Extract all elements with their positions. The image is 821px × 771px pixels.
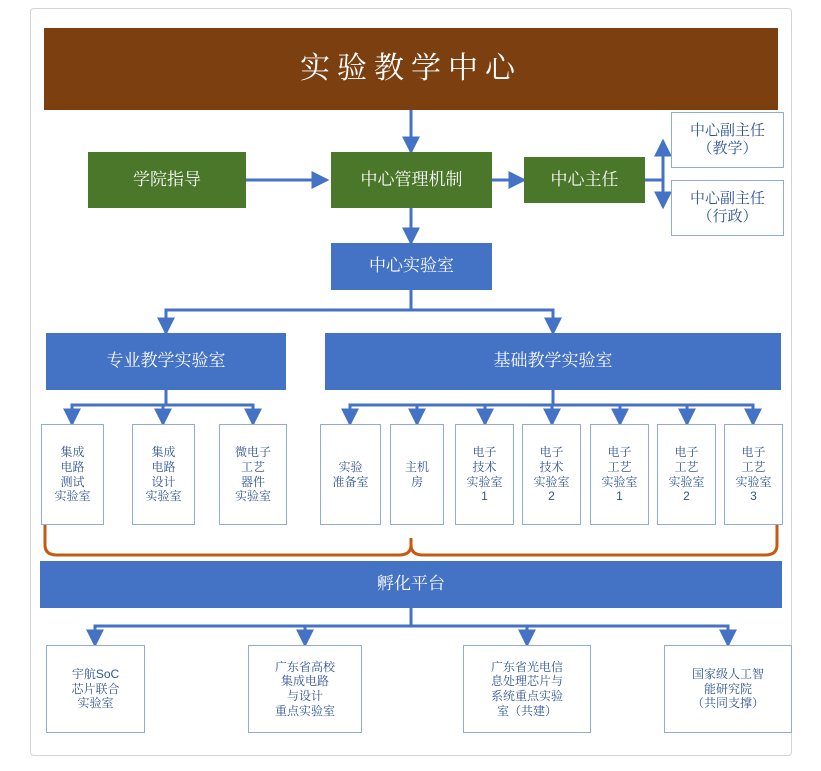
platform-item-line: 能研究院 [703,681,752,696]
lab-line: 电子 [607,445,632,460]
deputy-admin-line2: （行政） [697,208,758,225]
lab-line: 实验室 [145,489,182,504]
lab-line: 电子 [539,445,564,460]
lab-line: 实验室 [668,474,705,489]
college-guidance-box: 学院指导 [88,152,246,208]
lab-line: 实验室 [533,474,570,489]
platform-item-line: 系统重点实验 [490,689,563,703]
lab-line: 3 [750,489,757,504]
lab-line: 电路 [151,459,176,474]
lab-box [522,424,581,525]
lab-line: 工艺 [674,459,699,474]
center-lab-box: 中心实验室 [331,243,492,290]
lab-line: 技术 [472,459,497,474]
platform-item-line: 与设计 [286,689,323,703]
lab-line: 1 [616,489,623,504]
lab-line: 准备室 [332,474,369,489]
lab-line: 实验室 [601,474,638,489]
platform-item-line: 室（共建） [496,703,557,718]
platform-item-line: 息处理芯片与 [490,674,563,689]
lab-box [657,424,716,525]
lab-line: 房 [410,474,423,489]
deputy-director-teaching-box [671,112,784,168]
lab-line: 实验室 [466,474,503,489]
group-professional-box: 专业教学实验室 [46,333,286,390]
lab-line: 电路 [60,459,85,474]
lab-box [724,424,783,525]
lab-box [390,424,444,525]
platform-item-box [248,645,362,733]
platform-item-box [46,645,145,733]
lab-line: 集成 [60,445,85,460]
deputy-director-admin-box [671,180,784,236]
platform-item-line: 实验室 [77,696,114,711]
lab-line: 工艺 [240,459,265,474]
platform-item-line: 广东省光电信 [490,659,563,674]
lab-box [132,424,195,525]
lab-line: 集成 [151,445,176,460]
lab-line: 实验 [338,459,363,474]
platform-item-line: 重点实验室 [274,703,335,718]
diagram-title: 实验教学中心 [44,28,778,110]
platform-item-box [664,645,792,733]
lab-line: 实验室 [234,489,271,504]
lab-line: 1 [481,489,488,504]
lab-box [320,424,381,525]
platform-item-line: 广东省高校 [274,659,335,674]
lab-line: 设计 [151,474,176,489]
lab-line: 实验室 [735,474,772,489]
lab-line: 电子 [674,445,699,460]
lab-line: 主机 [404,459,429,474]
platform-item-line: 宇航SoC [71,667,120,682]
lab-line: 2 [683,489,690,504]
lab-line: 电子 [472,445,497,460]
platform-item-line: （共同支撑） [691,696,764,711]
lab-line: 2 [548,489,555,504]
lab-line: 电子 [741,445,766,460]
lab-line: 实验室 [54,489,91,504]
lab-line: 工艺 [741,459,766,474]
lab-line: 技术 [539,459,564,474]
platform-item-line: 集成电路 [280,674,329,689]
lab-line: 微电子 [234,445,271,460]
platform-box: 孵化平台 [40,561,782,608]
deputy-teaching-line1: 中心副主任 [689,121,765,139]
lab-line: 器件 [240,474,265,489]
platform-item-box [463,645,591,733]
center-director-box: 中心主任 [524,157,645,203]
lab-box [590,424,649,525]
lab-line: 测试 [60,474,85,489]
lab-line: 工艺 [607,459,632,474]
group-basic-box: 基础教学实验室 [325,333,781,390]
lab-box [219,424,287,525]
lab-box [455,424,514,525]
platform-item-line: 国家级人工智 [691,667,764,682]
deputy-teaching-line2: （教学） [697,140,758,157]
deputy-admin-line1: 中心副主任 [689,189,765,207]
platform-item-line: 芯片联合 [71,681,120,696]
lab-box [41,424,104,525]
center-management-box: 中心管理机制 [331,152,492,208]
